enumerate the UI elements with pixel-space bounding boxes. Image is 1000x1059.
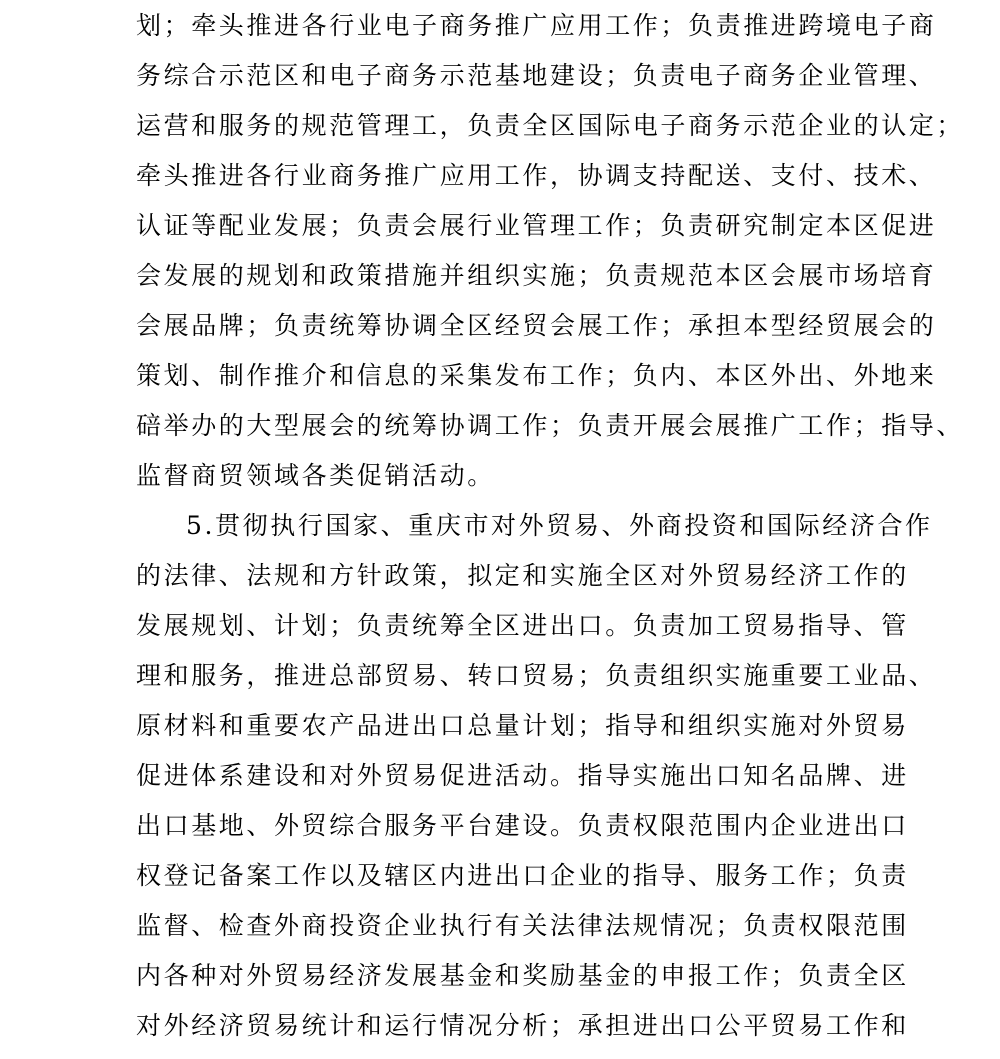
text-line: 认证等配业发展；负责会展行业管理工作；负责研究制定本区促进 [136,211,937,240]
text-line: 划；牵头推进各行业电子商务推广应用工作；负责推进跨境电子商 [136,11,937,40]
text-line: 理和服务，推进总部贸易、转口贸易；负责组织实施重要工业品、 [136,661,937,690]
text-line: 监督、检查外商投资企业执行有关法律法规情况；负责权限范围 [136,911,909,940]
text-line: 运营和服务的规范管理工，负责全区国际电子商务示范企业的认定； [136,111,965,140]
text-line: 会发展的规划和政策措施并组织实施；负责规范本区会展市场培育 [136,261,937,290]
text-line: 原材料和重要农产品进出口总量计划；指导和组织实施对外贸易 [136,711,909,740]
text-line: 促进体系建设和对外贸易促进活动。指导实施出口知名品牌、进 [136,761,909,790]
text-line: 策划、制作推介和信息的采集发布工作；负内、本区外出、外地来 [136,361,937,390]
text-line: 务综合示范区和电子商务示范基地建设；负责电子商务企业管理、 [136,61,937,90]
text-line: 碚举办的大型展会的统筹协调工作；负责开展会展推广工作；指导、 [136,411,965,440]
text-line: 会展品牌；负责统筹协调全区经贸会展工作；承担本型经贸展会的 [136,311,937,340]
paragraph-first-line: 5.贯彻执行国家、重庆市对外贸易、外商投资和国际经济合作 [186,511,933,540]
text-line: 内各种对外贸易经济发展基金和奖励基金的申报工作；负责全区 [136,961,909,990]
text-line: 对外经济贸易统计和运行情况分析；承担进出口公平贸易工作和 [136,1011,909,1040]
text-line: 牵头推进各行业商务推广应用工作，协调支持配送、支付、技术、 [136,161,937,190]
text-line: 监督商贸领域各类促销活动。 [136,461,495,490]
text-line: 出口基地、外贸综合服务平台建设。负责权限范围内企业进出口 [136,811,909,840]
text-line: 的法律、法规和方针政策，拟定和实施全区对外贸易经济工作的 [136,561,909,590]
text-line: 权登记备案工作以及辖区内进出口企业的指导、服务工作；负责 [136,861,909,890]
text-line: 发展规划、计划；负责统筹全区进出口。负责加工贸易指导、管 [136,611,909,640]
